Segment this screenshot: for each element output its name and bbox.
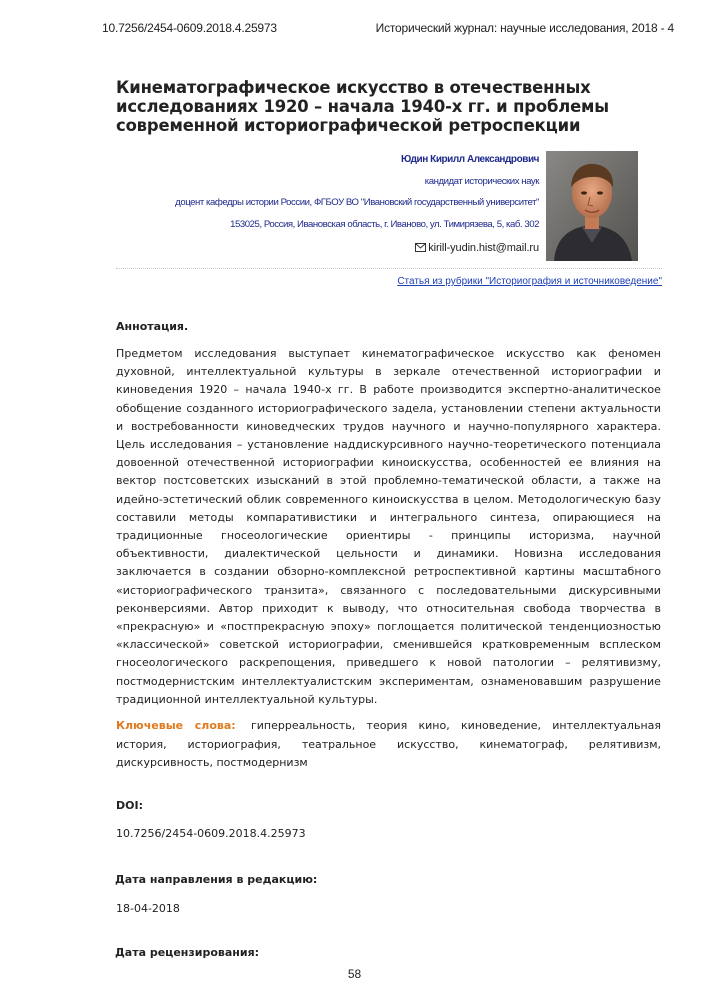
review-heading: Дата рецензирования: — [115, 946, 260, 959]
submission-heading: Дата направления в редакцию: — [115, 873, 318, 886]
annotation-text: Предметом исследования выступает кинематографическое искусство как феномен духовной, интеллектуальной культуры в зеркале отечественной историографии и киноведения 1920 – начала 1940-х гг. В работе производится экспертно-аналитическое обобщение созданного историографического задела, установлении степени актуальности и востребованности киноведческих трудов научного и научно-популярного характера. Цель исследования – установление наддискурсивного научно-теоретического потенциала довоенной отечественной историографии киноискусства, особенностей ее влияния на вектор постсоветских изысканий в этой проблемно-тематической области, а также на идейно-эстетический облик современного киноискусства в целом. Методологическую базу составили методы компаративистики и интегрального синтеза, опирающиеся на традиционные гносеологические ориентиры - принципы историзма, научной объективности, диалектической цельности и динамики. Новизна исследования заключается в создании обзорно-комплексной ретроспективной картины масштабного «историографического транзита», связанного с последовательными дискурсивными реконверсиями. Автор приходит к выводу, что относительная свобода творчества в «прекрасную» и «постпрекрасную эпоху» поглощается политической тенденциозностью «классической» советской историографии, сменившейся кратковременным всплеском гносеологического раскрепощения, приведшего к новой патологии – релятивизму, постмодернистским интеллектуалистским экспериментам, ознаменовавшим разрушение традиционной интеллектуальной культуры. — [116, 347, 661, 706]
article-title: Кинематографическое искусство в отечественных исследованиях 1920 – начала 1940-х гг. и проблемы современной историографической ретроспекции — [116, 78, 609, 135]
doi-heading: DOI: — [116, 799, 143, 812]
author-photo — [546, 151, 638, 261]
author-address: 153025, Россия, Ивановская область, г. Иваново, ул. Тимирязева, 5, каб. 302 — [230, 219, 539, 230]
author-name[interactable]: Юдин Кирилл Александрович — [401, 154, 539, 165]
author-degree: кандидат исторических наук — [424, 176, 539, 187]
header-doi: 10.7256/2454-0609.2018.4.25973 — [102, 21, 277, 35]
doi-value: 10.7256/2454-0609.2018.4.25973 — [116, 827, 306, 840]
page-number: 58 — [347, 967, 362, 981]
rubric-link[interactable]: Статья из рубрики "Историография и источниковедение" — [397, 276, 662, 287]
envelope-icon — [415, 243, 426, 255]
keywords — [116, 717, 661, 773]
submission-date: 18-04-2018 — [116, 902, 180, 915]
divider — [116, 268, 662, 269]
author-email-text[interactable]: kirill-yudin.hist@mail.ru — [428, 242, 539, 254]
annotation-heading: Аннотация. — [116, 320, 189, 333]
author-position: доцент кафедры истории России, ФГБОУ ВО "Ивановский государственный университет" — [175, 197, 539, 208]
header-journal: Исторический журнал: научные исследования, 2018 - 4 — [375, 21, 674, 35]
author-email[interactable] — [415, 242, 539, 255]
keywords-text: гиперреальность, теория кино, киноведение, интеллектуальная история, историография, театральное искусство, кинематограф, релятивизм, дискурсивность, постмодернизм — [116, 719, 661, 770]
keywords-label: Ключевые слова: — [116, 719, 236, 732]
